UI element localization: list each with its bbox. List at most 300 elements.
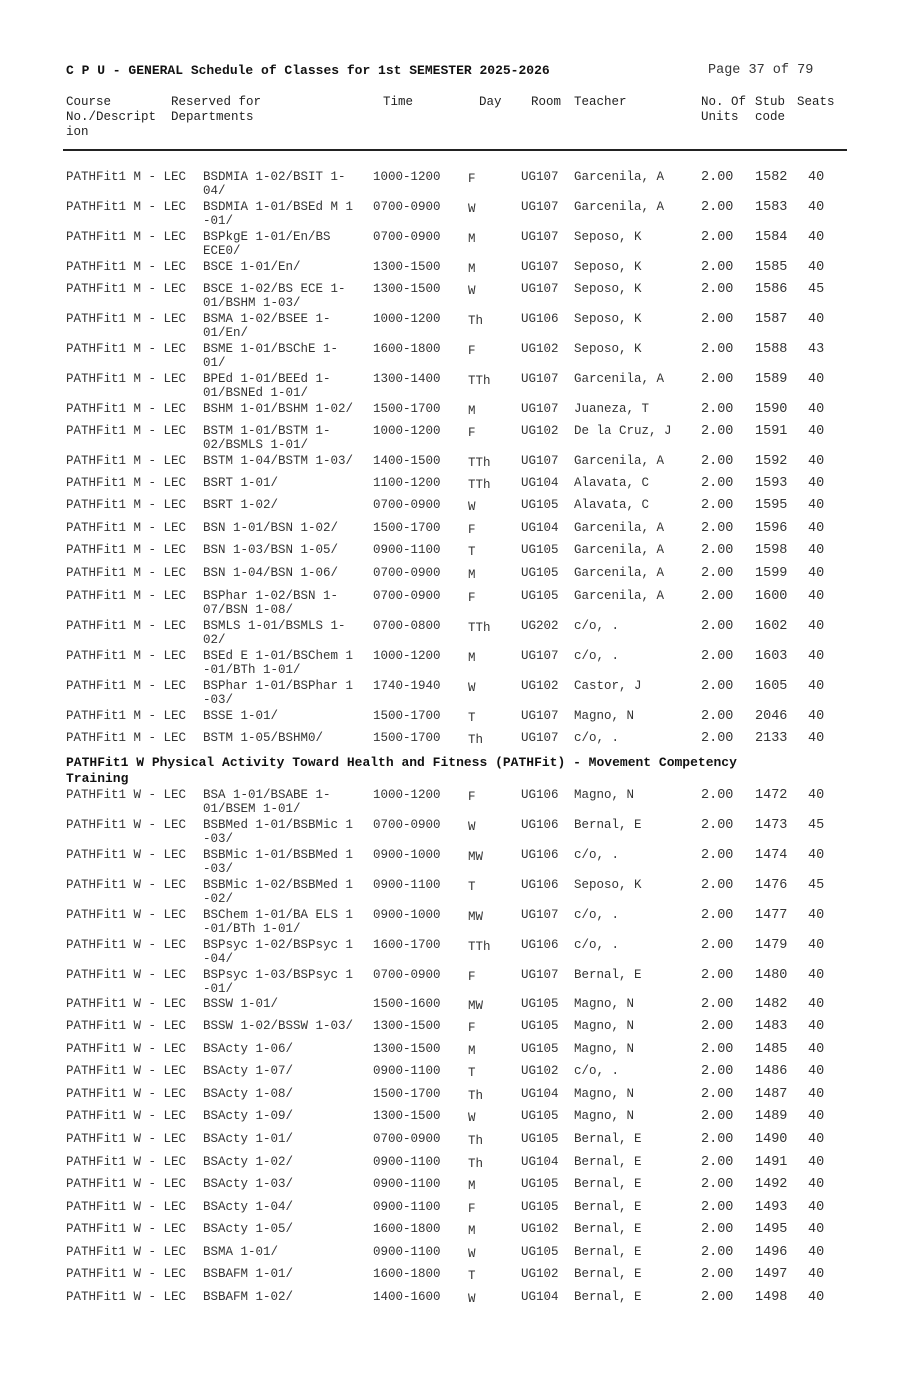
seats-cell: 40 <box>808 476 825 491</box>
teacher-cell: Garcenila, A <box>574 372 665 386</box>
reserved-departments-cell: BSActy 1-07/ <box>203 1064 294 1078</box>
stub-code-cell: 1486 <box>755 1064 788 1079</box>
units-cell: 2.00 <box>701 521 734 536</box>
reserved-departments-cell: BSSW 1-02/BSSW 1-03/ <box>203 1019 354 1033</box>
course-cell: PATHFit1 M - LEC <box>66 589 187 603</box>
teacher-cell: Magno, N <box>574 997 635 1011</box>
seats-cell: 40 <box>808 1019 825 1034</box>
seats-cell: 40 <box>808 543 825 558</box>
course-cell: PATHFit1 W - LEC <box>66 1132 187 1146</box>
teacher-cell: Magno, N <box>574 1109 635 1123</box>
course-cell: PATHFit1 W - LEC <box>66 1155 187 1169</box>
course-cell: PATHFit1 W - LEC <box>66 1222 187 1236</box>
stub-code-cell: 1477 <box>755 908 788 923</box>
day-cell: M <box>468 1044 476 1058</box>
column-header-day: Day <box>479 95 502 109</box>
room-cell: UG105 <box>521 1132 559 1146</box>
room-cell: UG107 <box>521 709 559 723</box>
column-header-stub: Stub code <box>755 95 786 124</box>
room-cell: UG107 <box>521 908 559 922</box>
seats-cell: 40 <box>808 997 825 1012</box>
stub-code-cell: 1479 <box>755 938 788 953</box>
day-cell: T <box>468 1066 476 1080</box>
units-cell: 2.00 <box>701 1087 734 1102</box>
teacher-cell: Bernal, E <box>574 1245 642 1259</box>
teacher-cell: c/o, . <box>574 649 620 663</box>
time-cell: 0700-0900 <box>373 589 441 603</box>
teacher-cell: Alavata, C <box>574 476 650 490</box>
course-cell: PATHFit1 W - LEC <box>66 908 187 922</box>
room-cell: UG202 <box>521 619 559 633</box>
day-cell: Th <box>468 314 484 328</box>
reserved-departments-cell: BSBMic 1-02/BSBMed 1 -02/ <box>203 878 354 906</box>
time-cell: 0900-1100 <box>373 543 441 557</box>
reserved-departments-cell: BSActy 1-03/ <box>203 1177 294 1191</box>
stub-code-cell: 1490 <box>755 1132 788 1147</box>
seats-cell: 40 <box>808 1042 825 1057</box>
room-cell: UG107 <box>521 454 559 468</box>
room-cell: UG105 <box>521 1200 559 1214</box>
stub-code-cell: 1489 <box>755 1109 788 1124</box>
units-cell: 2.00 <box>701 1290 734 1305</box>
room-cell: UG104 <box>521 1087 559 1101</box>
seats-cell: 40 <box>808 1109 825 1124</box>
day-cell: W <box>468 500 476 514</box>
room-cell: UG102 <box>521 424 559 438</box>
room-cell: UG106 <box>521 312 559 326</box>
stub-code-cell: 1591 <box>755 424 788 439</box>
seats-cell: 40 <box>808 230 825 245</box>
course-cell: PATHFit1 W - LEC <box>66 1109 187 1123</box>
stub-code-cell: 1603 <box>755 649 788 664</box>
reserved-departments-cell: BSBMic 1-01/BSBMed 1 -03/ <box>203 848 354 876</box>
teacher-cell: c/o, . <box>574 731 620 745</box>
day-cell: M <box>468 568 476 582</box>
teacher-cell: Bernal, E <box>574 1200 642 1214</box>
reserved-departments-cell: BPEd 1-01/BEEd 1- 01/BSNEd 1-01/ <box>203 372 331 400</box>
units-cell: 2.00 <box>701 968 734 983</box>
reserved-departments-cell: BSTM 1-01/BSTM 1- 02/BSMLS 1-01/ <box>203 424 331 452</box>
teacher-cell: Garcenila, A <box>574 200 665 214</box>
day-cell: M <box>468 404 476 418</box>
stub-code-cell: 1474 <box>755 848 788 863</box>
units-cell: 2.00 <box>701 1109 734 1124</box>
day-cell: F <box>468 1202 476 1216</box>
seats-cell: 40 <box>808 498 825 513</box>
room-cell: UG105 <box>521 589 559 603</box>
course-cell: PATHFit1 M - LEC <box>66 679 187 693</box>
time-cell: 0900-1100 <box>373 878 441 892</box>
room-cell: UG105 <box>521 1177 559 1191</box>
course-cell: PATHFit1 W - LEC <box>66 1267 187 1281</box>
day-cell: W <box>468 1111 476 1125</box>
stub-code-cell: 1587 <box>755 312 788 327</box>
stub-code-cell: 1586 <box>755 282 788 297</box>
teacher-cell: Bernal, E <box>574 1132 642 1146</box>
stub-code-cell: 1497 <box>755 1267 788 1282</box>
units-cell: 2.00 <box>701 709 734 724</box>
stub-code-cell: 1473 <box>755 818 788 833</box>
time-cell: 1000-1200 <box>373 424 441 438</box>
seats-cell: 40 <box>808 200 825 215</box>
units-cell: 2.00 <box>701 282 734 297</box>
course-cell: PATHFit1 W - LEC <box>66 1200 187 1214</box>
units-cell: 2.00 <box>701 908 734 923</box>
course-cell: PATHFit1 M - LEC <box>66 282 187 296</box>
units-cell: 2.00 <box>701 424 734 439</box>
seats-cell: 40 <box>808 260 825 275</box>
day-cell: TTh <box>468 940 491 954</box>
reserved-departments-cell: BSRT 1-02/ <box>203 498 279 512</box>
room-cell: UG105 <box>521 1109 559 1123</box>
teacher-cell: c/o, . <box>574 848 620 862</box>
room-cell: UG107 <box>521 649 559 663</box>
stub-code-cell: 1588 <box>755 342 788 357</box>
room-cell: UG107 <box>521 731 559 745</box>
units-cell: 2.00 <box>701 878 734 893</box>
course-cell: PATHFit1 M - LEC <box>66 402 187 416</box>
course-cell: PATHFit1 W - LEC <box>66 818 187 832</box>
stub-code-cell: 1585 <box>755 260 788 275</box>
course-cell: PATHFit1 W - LEC <box>66 878 187 892</box>
time-cell: 1600-1800 <box>373 1267 441 1281</box>
stub-code-cell: 1600 <box>755 589 788 604</box>
units-cell: 2.00 <box>701 543 734 558</box>
seats-cell: 40 <box>808 1200 825 1215</box>
day-cell: W <box>468 1292 476 1306</box>
seats-cell: 40 <box>808 938 825 953</box>
time-cell: 0700-0900 <box>373 566 441 580</box>
teacher-cell: Alavata, C <box>574 498 650 512</box>
seats-cell: 40 <box>808 968 825 983</box>
room-cell: UG105 <box>521 1245 559 1259</box>
room-cell: UG104 <box>521 1155 559 1169</box>
units-cell: 2.00 <box>701 342 734 357</box>
stub-code-cell: 1480 <box>755 968 788 983</box>
stub-code-cell: 2133 <box>755 731 788 746</box>
day-cell: TTh <box>468 456 491 470</box>
teacher-cell: Bernal, E <box>574 968 642 982</box>
day-cell: T <box>468 545 476 559</box>
course-cell: PATHFit1 M - LEC <box>66 312 187 326</box>
reserved-departments-cell: BSME 1-01/BSChE 1- 01/ <box>203 342 339 370</box>
course-cell: PATHFit1 M - LEC <box>66 454 187 468</box>
seats-cell: 40 <box>808 424 825 439</box>
units-cell: 2.00 <box>701 1155 734 1170</box>
time-cell: 1400-1500 <box>373 454 441 468</box>
time-cell: 1000-1200 <box>373 312 441 326</box>
day-cell: W <box>468 681 476 695</box>
day-cell: T <box>468 711 476 725</box>
stub-code-cell: 1602 <box>755 619 788 634</box>
teacher-cell: Garcenila, A <box>574 170 665 184</box>
stub-code-cell: 1498 <box>755 1290 788 1305</box>
units-cell: 2.00 <box>701 566 734 581</box>
units-cell: 2.00 <box>701 260 734 275</box>
time-cell: 1100-1200 <box>373 476 441 490</box>
course-cell: PATHFit1 M - LEC <box>66 476 187 490</box>
teacher-cell: Castor, J <box>574 679 642 693</box>
stub-code-cell: 1476 <box>755 878 788 893</box>
stub-code-cell: 1487 <box>755 1087 788 1102</box>
course-cell: PATHFit1 W - LEC <box>66 1245 187 1259</box>
teacher-cell: Garcenila, A <box>574 566 665 580</box>
units-cell: 2.00 <box>701 170 734 185</box>
teacher-cell: Garcenila, A <box>574 543 665 557</box>
time-cell: 1300-1500 <box>373 260 441 274</box>
room-cell: UG104 <box>521 476 559 490</box>
time-cell: 1500-1700 <box>373 1087 441 1101</box>
units-cell: 2.00 <box>701 788 734 803</box>
seats-cell: 40 <box>808 679 825 694</box>
day-cell: M <box>468 232 476 246</box>
stub-code-cell: 1472 <box>755 788 788 803</box>
time-cell: 1000-1200 <box>373 788 441 802</box>
page-number: Page 37 of 79 <box>708 63 814 78</box>
column-header-time: Time <box>383 95 414 109</box>
reserved-departments-cell: BSPhar 1-01/BSPhar 1 -03/ <box>203 679 354 707</box>
room-cell: UG102 <box>521 1267 559 1281</box>
teacher-cell: Seposo, K <box>574 260 642 274</box>
seats-cell: 40 <box>808 731 825 746</box>
room-cell: UG106 <box>521 848 559 862</box>
day-cell: Th <box>468 1089 484 1103</box>
units-cell: 2.00 <box>701 1267 734 1282</box>
column-header-seats: Seats <box>797 95 835 109</box>
room-cell: UG106 <box>521 878 559 892</box>
course-cell: PATHFit1 M - LEC <box>66 619 187 633</box>
day-cell: W <box>468 284 476 298</box>
stub-code-cell: 1495 <box>755 1222 788 1237</box>
course-cell: PATHFit1 M - LEC <box>66 260 187 274</box>
day-cell: M <box>468 1224 476 1238</box>
reserved-departments-cell: BSActy 1-08/ <box>203 1087 294 1101</box>
room-cell: UG107 <box>521 282 559 296</box>
units-cell: 2.00 <box>701 402 734 417</box>
room-cell: UG107 <box>521 170 559 184</box>
seats-cell: 40 <box>808 1267 825 1282</box>
column-header-room: Room <box>531 95 562 109</box>
units-cell: 2.00 <box>701 454 734 469</box>
units-cell: 2.00 <box>701 649 734 664</box>
day-cell: Th <box>468 1134 484 1148</box>
time-cell: 0900-1000 <box>373 848 441 862</box>
course-cell: PATHFit1 M - LEC <box>66 372 187 386</box>
course-cell: PATHFit1 W - LEC <box>66 1019 187 1033</box>
teacher-cell: Bernal, E <box>574 1155 642 1169</box>
reserved-departments-cell: BSMLS 1-01/BSMLS 1- 02/ <box>203 619 346 647</box>
time-cell: 0700-0900 <box>373 818 441 832</box>
teacher-cell: c/o, . <box>574 619 620 633</box>
room-cell: UG107 <box>521 968 559 982</box>
stub-code-cell: 1493 <box>755 1200 788 1215</box>
reserved-departments-cell: BSCE 1-01/En/ <box>203 260 301 274</box>
time-cell: 1500-1600 <box>373 997 441 1011</box>
course-cell: PATHFit1 W - LEC <box>66 1290 187 1304</box>
teacher-cell: Magno, N <box>574 709 635 723</box>
seats-cell: 40 <box>808 402 825 417</box>
course-cell: PATHFit1 W - LEC <box>66 1087 187 1101</box>
units-cell: 2.00 <box>701 589 734 604</box>
teacher-cell: Seposo, K <box>574 312 642 326</box>
teacher-cell: Garcenila, A <box>574 521 665 535</box>
course-cell: PATHFit1 W - LEC <box>66 997 187 1011</box>
units-cell: 2.00 <box>701 372 734 387</box>
reserved-departments-cell: BSDMIA 1-02/BSIT 1- 04/ <box>203 170 346 198</box>
seats-cell: 40 <box>808 908 825 923</box>
time-cell: 1500-1700 <box>373 521 441 535</box>
reserved-departments-cell: BSPsyc 1-02/BSPsyc 1 -04/ <box>203 938 354 966</box>
day-cell: F <box>468 426 476 440</box>
room-cell: UG105 <box>521 1042 559 1056</box>
room-cell: UG102 <box>521 679 559 693</box>
day-cell: W <box>468 1247 476 1261</box>
stub-code-cell: 2046 <box>755 709 788 724</box>
time-cell: 1500-1700 <box>373 731 441 745</box>
units-cell: 2.00 <box>701 1064 734 1079</box>
reserved-departments-cell: BSTM 1-05/BSHM0/ <box>203 731 324 745</box>
time-cell: 0700-0900 <box>373 1132 441 1146</box>
units-cell: 2.00 <box>701 619 734 634</box>
course-cell: PATHFit1 M - LEC <box>66 649 187 663</box>
reserved-departments-cell: BSPkgE 1-01/En/BS ECE0/ <box>203 230 331 258</box>
course-cell: PATHFit1 W - LEC <box>66 1177 187 1191</box>
reserved-departments-cell: BSCE 1-02/BS ECE 1- 01/BSHM 1-03/ <box>203 282 346 310</box>
time-cell: 1500-1700 <box>373 709 441 723</box>
reserved-departments-cell: BSBMed 1-01/BSBMic 1 -03/ <box>203 818 354 846</box>
stub-code-cell: 1605 <box>755 679 788 694</box>
course-cell: PATHFit1 W - LEC <box>66 968 187 982</box>
day-cell: Th <box>468 733 484 747</box>
reserved-departments-cell: BSPsyc 1-03/BSPsyc 1 -01/ <box>203 968 354 996</box>
seats-cell: 45 <box>808 878 825 893</box>
teacher-cell: Garcenila, A <box>574 589 665 603</box>
course-cell: PATHFit1 M - LEC <box>66 230 187 244</box>
time-cell: 0900-1100 <box>373 1245 441 1259</box>
seats-cell: 45 <box>808 282 825 297</box>
reserved-departments-cell: BSActy 1-02/ <box>203 1155 294 1169</box>
teacher-cell: Magno, N <box>574 1087 635 1101</box>
time-cell: 0700-0800 <box>373 619 441 633</box>
teacher-cell: Seposo, K <box>574 282 642 296</box>
time-cell: 1000-1200 <box>373 170 441 184</box>
stub-code-cell: 1596 <box>755 521 788 536</box>
stub-code-cell: 1492 <box>755 1177 788 1192</box>
seats-cell: 40 <box>808 1132 825 1147</box>
time-cell: 0700-0900 <box>373 230 441 244</box>
seats-cell: 40 <box>808 566 825 581</box>
column-header-units: No. Of Units <box>701 95 747 124</box>
room-cell: UG107 <box>521 200 559 214</box>
day-cell: T <box>468 1269 476 1283</box>
day-cell: W <box>468 202 476 216</box>
stub-code-cell: 1582 <box>755 170 788 185</box>
stub-code-cell: 1593 <box>755 476 788 491</box>
seats-cell: 40 <box>808 372 825 387</box>
teacher-cell: Juaneza, T <box>574 402 650 416</box>
room-cell: UG107 <box>521 372 559 386</box>
reserved-departments-cell: BSBAFM 1-01/ <box>203 1267 294 1281</box>
reserved-departments-cell: BSActy 1-05/ <box>203 1222 294 1236</box>
reserved-departments-cell: BSTM 1-04/BSTM 1-03/ <box>203 454 354 468</box>
stub-code-cell: 1599 <box>755 566 788 581</box>
day-cell: F <box>468 970 476 984</box>
units-cell: 2.00 <box>701 679 734 694</box>
time-cell: 0900-1100 <box>373 1064 441 1078</box>
reserved-departments-cell: BSHM 1-01/BSHM 1-02/ <box>203 402 354 416</box>
units-cell: 2.00 <box>701 1177 734 1192</box>
day-cell: MW <box>468 999 484 1013</box>
room-cell: UG107 <box>521 402 559 416</box>
day-cell: MW <box>468 910 484 924</box>
teacher-cell: Seposo, K <box>574 878 642 892</box>
units-cell: 2.00 <box>701 938 734 953</box>
day-cell: F <box>468 1021 476 1035</box>
course-cell: PATHFit1 W - LEC <box>66 1042 187 1056</box>
time-cell: 1600-1800 <box>373 342 441 356</box>
time-cell: 0900-1100 <box>373 1200 441 1214</box>
seats-cell: 43 <box>808 342 825 357</box>
room-cell: UG107 <box>521 230 559 244</box>
time-cell: 1500-1700 <box>373 402 441 416</box>
course-cell: PATHFit1 M - LEC <box>66 521 187 535</box>
course-cell: PATHFit1 M - LEC <box>66 424 187 438</box>
time-cell: 0700-0900 <box>373 968 441 982</box>
time-cell: 0900-1100 <box>373 1177 441 1191</box>
course-cell: PATHFit1 M - LEC <box>66 566 187 580</box>
stub-code-cell: 1583 <box>755 200 788 215</box>
units-cell: 2.00 <box>701 1019 734 1034</box>
time-cell: 1600-1800 <box>373 1222 441 1236</box>
reserved-departments-cell: BSBAFM 1-02/ <box>203 1290 294 1304</box>
stub-code-cell: 1592 <box>755 454 788 469</box>
seats-cell: 40 <box>808 649 825 664</box>
units-cell: 2.00 <box>701 200 734 215</box>
seats-cell: 40 <box>808 170 825 185</box>
units-cell: 2.00 <box>701 476 734 491</box>
room-cell: UG102 <box>521 1222 559 1236</box>
seats-cell: 40 <box>808 454 825 469</box>
room-cell: UG107 <box>521 260 559 274</box>
day-cell: M <box>468 1179 476 1193</box>
teacher-cell: Seposo, K <box>574 342 642 356</box>
seats-cell: 40 <box>808 589 825 604</box>
day-cell: T <box>468 880 476 894</box>
room-cell: UG105 <box>521 997 559 1011</box>
course-cell: PATHFit1 M - LEC <box>66 543 187 557</box>
room-cell: UG106 <box>521 818 559 832</box>
time-cell: 1600-1700 <box>373 938 441 952</box>
reserved-departments-cell: BSActy 1-01/ <box>203 1132 294 1146</box>
column-header-reserved: Reserved for Departments <box>171 95 262 124</box>
course-cell: PATHFit1 W - LEC <box>66 848 187 862</box>
time-cell: 1740-1940 <box>373 679 441 693</box>
reserved-departments-cell: BSN 1-01/BSN 1-02/ <box>203 521 339 535</box>
teacher-cell: c/o, . <box>574 908 620 922</box>
stub-code-cell: 1589 <box>755 372 788 387</box>
reserved-departments-cell: BSMA 1-02/BSEE 1- 01/En/ <box>203 312 331 340</box>
units-cell: 2.00 <box>701 818 734 833</box>
stub-code-cell: 1491 <box>755 1155 788 1170</box>
seats-cell: 40 <box>808 521 825 536</box>
time-cell: 1400-1600 <box>373 1290 441 1304</box>
teacher-cell: Bernal, E <box>574 1290 642 1304</box>
seats-cell: 40 <box>808 1245 825 1260</box>
units-cell: 2.00 <box>701 498 734 513</box>
day-cell: Th <box>468 1157 484 1171</box>
time-cell: 1000-1200 <box>373 649 441 663</box>
time-cell: 1300-1400 <box>373 372 441 386</box>
